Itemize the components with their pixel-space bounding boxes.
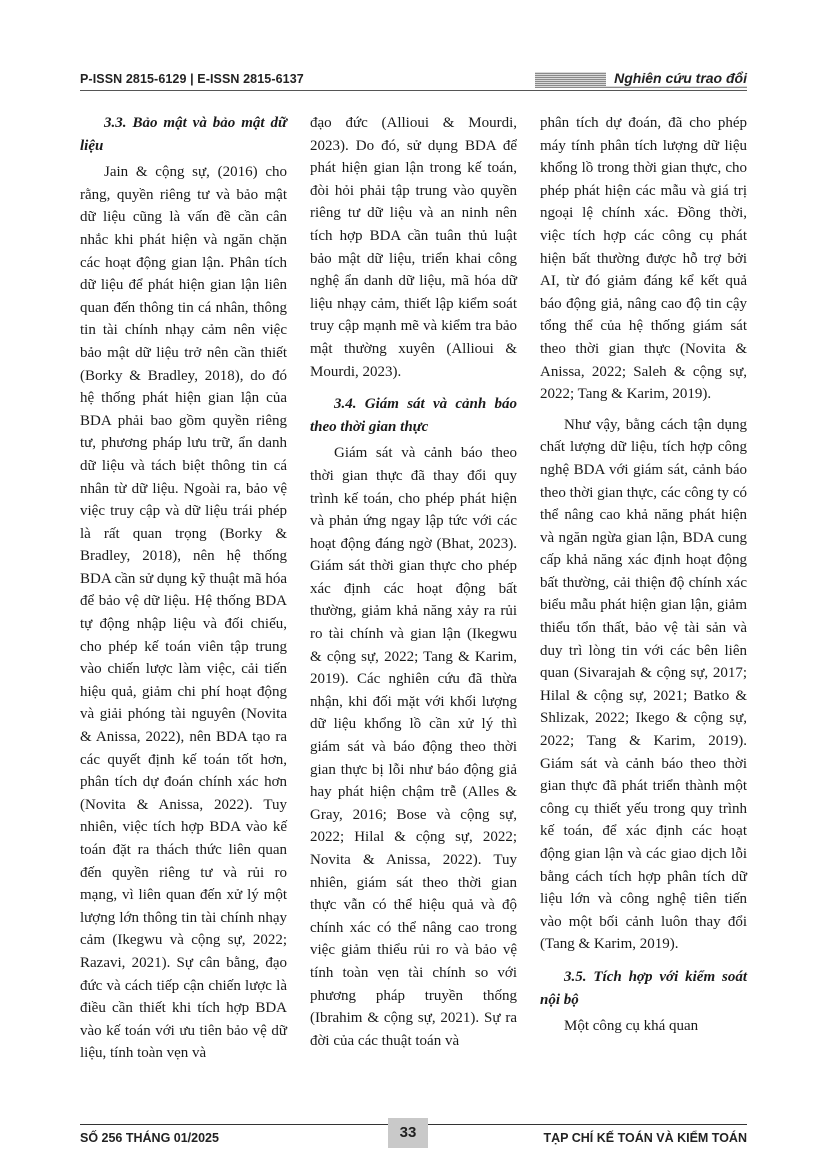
paragraph: Như vậy, bằng cách tận dụng chất lượng dữ liệu, tích hợp công nghệ BDA với giám sát, cảnh báo theo thời gian thực, các công ty có thể nâng cao khả năng phát hiện và ngăn ngừa gian lận, BDA cung cấp khả năng xác định hoạt động bất thường, cải thiện độ chính xác biểu mẫu phát hiện gian lận, giảm thiểu tổn thất, bảo vệ tài sản và duy trì lòng tin với các bên liên quan (Sivarajah & cộng sự, 2017; Hilal & cộng sự, 2021; Batko & Shlizak, 2022; Ikego & cộng sự, 2022; Tang & Karim, 2019). Giám sát và cảnh báo theo thời gian thực đã phát triển thành một công cụ thiết yếu trong quy trình kế toán, để xác định các hoạt động gian lận và các giao dịch lỗi bằng cách tích hợp phân tích dữ liệu lớn và công nghệ tiên tiến vào một bối cảnh luôn thay đổi (Tang & Karim, 2019). xyxy=(540,416,747,953)
paragraph: phân tích dự đoán, đã cho phép máy tính phân tích lượng dữ liệu khổng lồ trong thời gian thực, cho phép phát hiện các mẫu và giá trị ngoại lệ chính xác. Đồng thời, việc tích hợp các công cụ phát hiện bất thường được hỗ trợ bởi AI, từ đó giảm đáng kể kết quả báo động giả, nâng cao độ tin cậy tổng thể của hệ thống giám sát theo thời gian thực (Novita & Anissa, 2022; Saleh & cộng sự, 2022; Tang & Karim, 2019). xyxy=(540,115,747,403)
text-column-2 xyxy=(310,112,517,1052)
section-heading-3-3: 3.3. Bảo mật và bảo mật dữ liệu xyxy=(80,115,287,154)
text-column-1 xyxy=(80,112,287,1065)
text-column-3 xyxy=(540,112,747,1038)
paragraph: Jain & cộng sự, (2016) cho rằng, quyền riêng tư và bảo mật dữ liệu cũng là vấn đề cần cân nhắc khi phát hiện và ngăn chặn các hoạt động gian lận. Phân tích dữ liệu để phát hiện gian lận liên quan đến thông tin cá nhân, thông tin tài chính nhạy cảm nên việc bảo mật dữ liệu trở nên cần thiết (Borky & Bradley, 2018), do đó hệ thống phát hiện gian lận của BDA phải bao gồm quyền riêng tư, phương pháp lưu trữ, ẩn danh dữ liệu và tách biệt thông tin cá nhân từ dữ liệu. Ngoài ra, bảo vệ việc truy cập và dữ liệu trái phép là rất quan trọng (Borky & Bradley, 2018), nên hệ thống BDA cần sử dụng kỹ thuật mã hóa để bảo vệ dữ liệu. Hệ thống BDA tự động nhập liệu và đối chiếu, cho phép kế toán viên tập trung vào chiến lược làm việc, cải tiến hiệu quả, giảm chi phí hoạt động và giải phóng tài nguyên (Novita & Anissa, 2022), nên BDA tạo ra các quyết định kế toán tốt hơn, phân tích dự đoán chính xác hơn (Novita & Anissa, 2022). Tuy nhiên, việc tích hợp BDA vào kế toán đặt ra thách thức liên quan đến quyền riêng tư và rủi ro mạng, vì liên quan đến xử lý một lượng lớn thông tin tài chính nhạy cảm (Ikegwu và cộng sự, 2022; Razavi, 2021). Sự cân bằng, đạo đức và cách tiếp cận chiến lược là điều cần thiết khi tích hợp BDA vào kế toán với ưu tiên bảo vệ dữ liệu, tính toàn vẹn và xyxy=(80,164,287,1062)
page-number: 33 xyxy=(388,1118,428,1148)
section-title: Nghiên cứu trao đổi xyxy=(606,70,749,86)
issue-label: SỐ 256 THÁNG 01/2025 xyxy=(80,1131,219,1145)
section-heading-3-4: 3.4. Giám sát và cảnh báo theo thời gian thực xyxy=(310,396,517,435)
section-heading-3-5: 3.5. Tích hợp với kiểm soát nội bộ xyxy=(540,968,747,1008)
header-divider xyxy=(80,90,747,91)
issn-label: P-ISSN 2815-6129 | E-ISSN 2815-6137 xyxy=(80,72,304,86)
paragraph: Giám sát và cảnh báo theo thời gian thực đã thay đổi quy trình kế toán, cho phép phát hiện và phản ứng ngay lập tức với các hoạt động đáng ngờ (Bhat, 2023). Giám sát thời gian thực cho phép xác định các hoạt động bất thường, giảm khả năng xảy ra rủi ro tài chính và gian lận (Ikegwu & cộng sự, 2022; Tang & Karim, 2019). Các nghiên cứu đã thừa nhận, khi đối mặt với khối lượng dữ liệu khổng lồ cần xử lý thì giám sát và báo động theo thời gian thực bị lỗi như báo động giả hay phát hiện chậm trễ (Alles & Gray, 2016; Bose và cộng sự, 2022; Hilal & cộng sự, 2022; Novita & Anissa, 2022). Tuy nhiên, giám sát theo thời gian thực vẫn có thể hiệu quả và độ chính xác có thể nâng cao trong việc giảm thiểu rủi ro và bảo vệ tính toàn vẹn tài chính so với phương pháp truyền thống (Ibrahim & cộng sự, 2021). Sự ra đời của các thuật toán và xyxy=(310,445,517,1049)
journal-name: TẠP CHÍ KẾ TOÁN VÀ KIỂM TOÁN xyxy=(543,1131,747,1145)
paragraph: Một công cụ khá quan xyxy=(564,1018,699,1035)
paragraph: đạo đức (Allioui & Mourdi, 2023). Do đó, sử dụng BDA để phát hiện gian lận trong kế toán, đòi hỏi phải tập trung vào quyền riêng tư dữ liệu và an ninh nên tích hợp BDA cần tuân thủ luật bảo mật dữ liệu, triển khai công nghệ ẩn danh dữ liệu, mã hóa dữ liệu nhạy cảm, thiết lập kiểm soát truy cập mạnh mẽ và kiểm tra bảo mật thường xuyên (Allioui & Mourdi, 2023). xyxy=(310,115,517,380)
